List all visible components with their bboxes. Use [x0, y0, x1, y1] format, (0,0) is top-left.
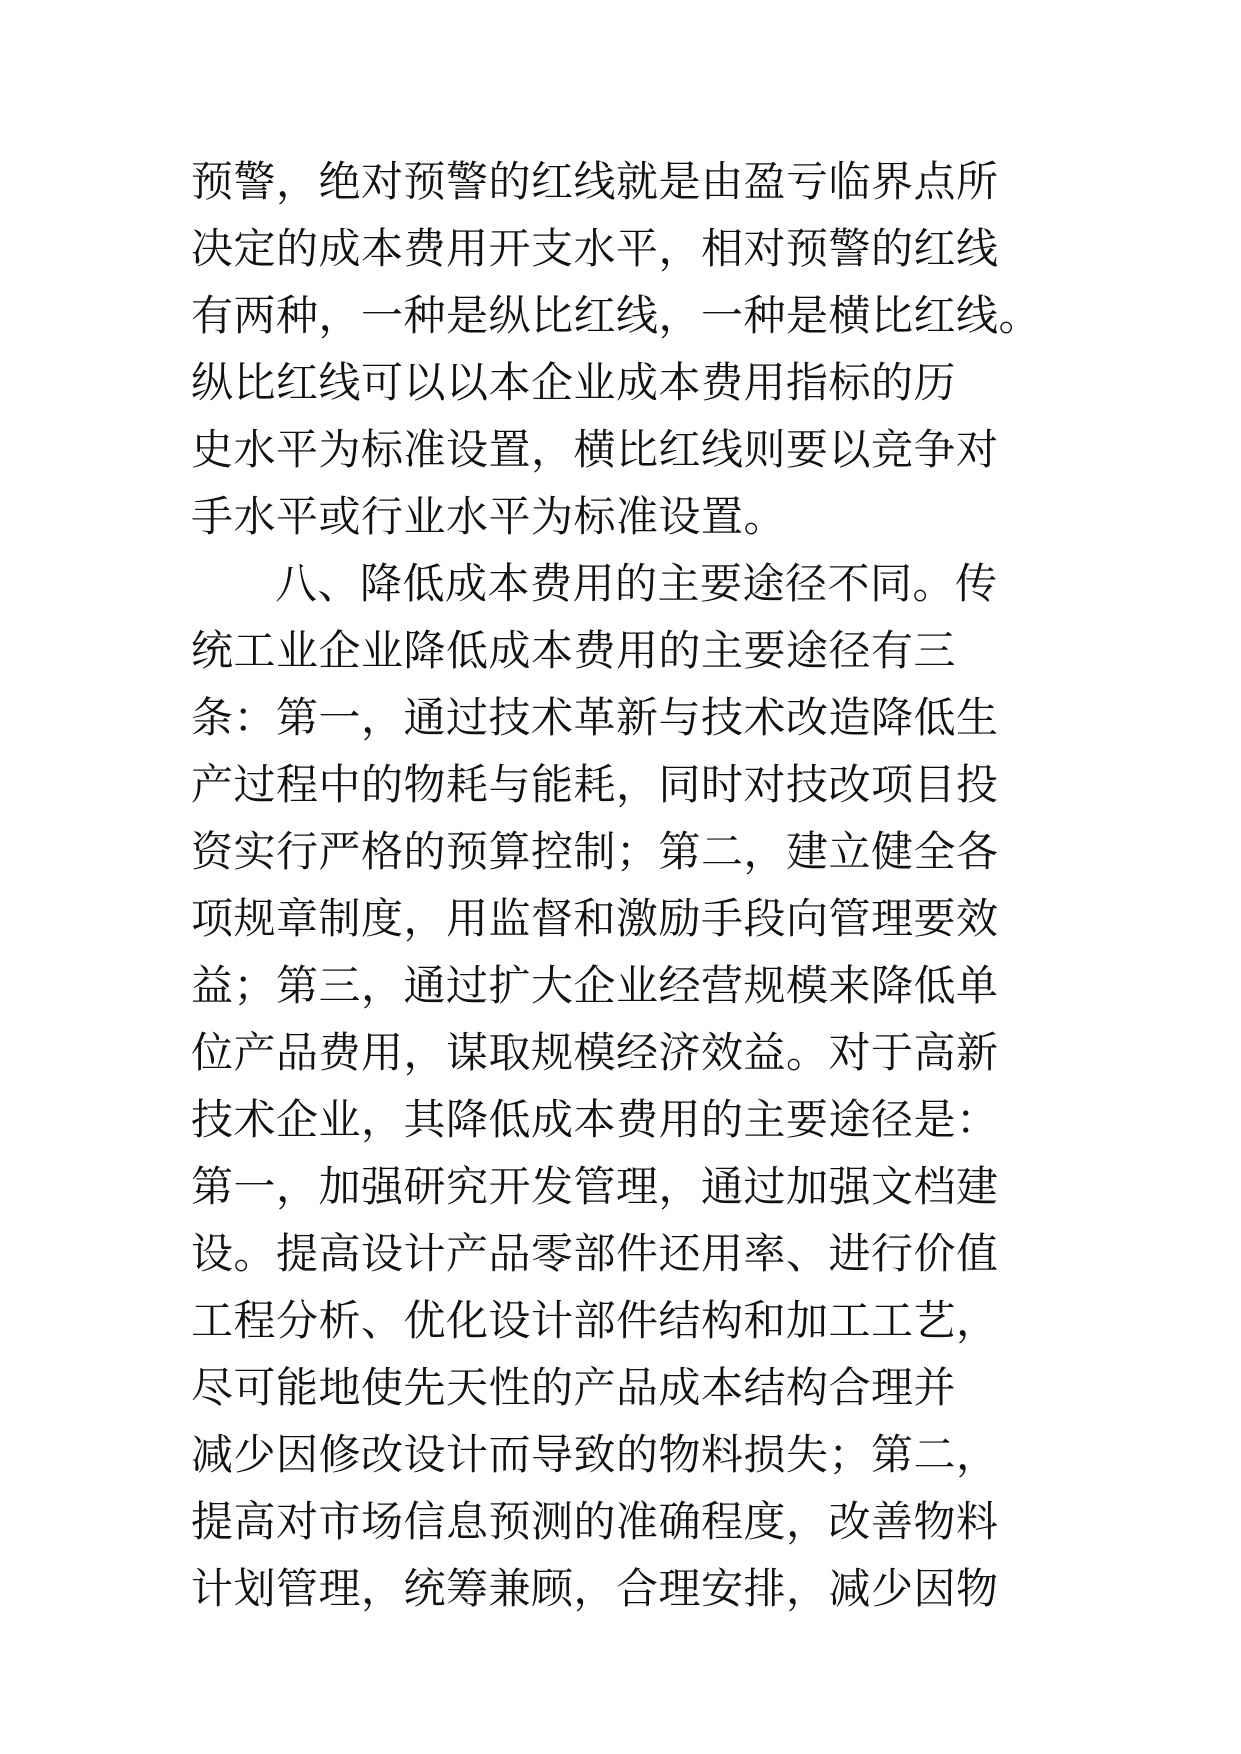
text-line: 史水平为标准设置，横比红线则要以竞争对 [191, 425, 999, 474]
text-line: 预警，绝对预警的红线就是由盈亏临界点所 [191, 157, 999, 206]
text-line: 条：第一，通过技术革新与技术改造降低生 [191, 693, 999, 742]
text-line: 益；第三，通过扩大企业经营规模来降低单 [191, 961, 999, 1010]
text-line: 纵比红线可以以本企业成本费用指标的历 [191, 358, 957, 407]
text-line: 决定的成本费用开支水平，相对预警的红线 [191, 224, 999, 273]
text-line: 技术企业，其降低成本费用的主要途径是： [191, 1095, 999, 1144]
text-line: 位产品费用，谋取规模经济效益。对于高新 [191, 1028, 999, 1077]
text-line: 尽可能地使先天性的产品成本结构合理并 [191, 1363, 957, 1412]
text-line: 项规章制度，用监督和激励手段向管理要效 [191, 894, 999, 943]
text-line: 有两种，一种是纵比红线，一种是横比红线。 [191, 291, 1042, 340]
text-line: 工程分析、优化设计部件结构和加工工艺， [191, 1296, 999, 1345]
text-line: 产过程中的物耗与能耗，同时对技改项目投 [191, 760, 999, 809]
text-line: 手水平或行业水平为标准设置。 [191, 492, 787, 541]
text-line: 提高对市场信息预测的准确程度，改善物料 [191, 1497, 999, 1546]
text-line: 设。提高设计产品零部件还用率、进行价值 [191, 1229, 999, 1278]
text-line: 统工业企业降低成本费用的主要途径有三 [191, 626, 957, 675]
text-line: 计划管理，统筹兼顾，合理安排，减少因物 [191, 1564, 999, 1613]
paragraph-start-line: 八、降低成本费用的主要途径不同。传 [275, 559, 998, 608]
text-line: 减少因修改设计而导致的物料损失；第二， [191, 1430, 999, 1479]
text-line: 第一，加强研究开发管理，通过加强文档建 [191, 1162, 999, 1211]
text-line: 资实行严格的预算控制；第二，建立健全各 [191, 827, 999, 876]
body-text [191, 148, 1071, 1622]
